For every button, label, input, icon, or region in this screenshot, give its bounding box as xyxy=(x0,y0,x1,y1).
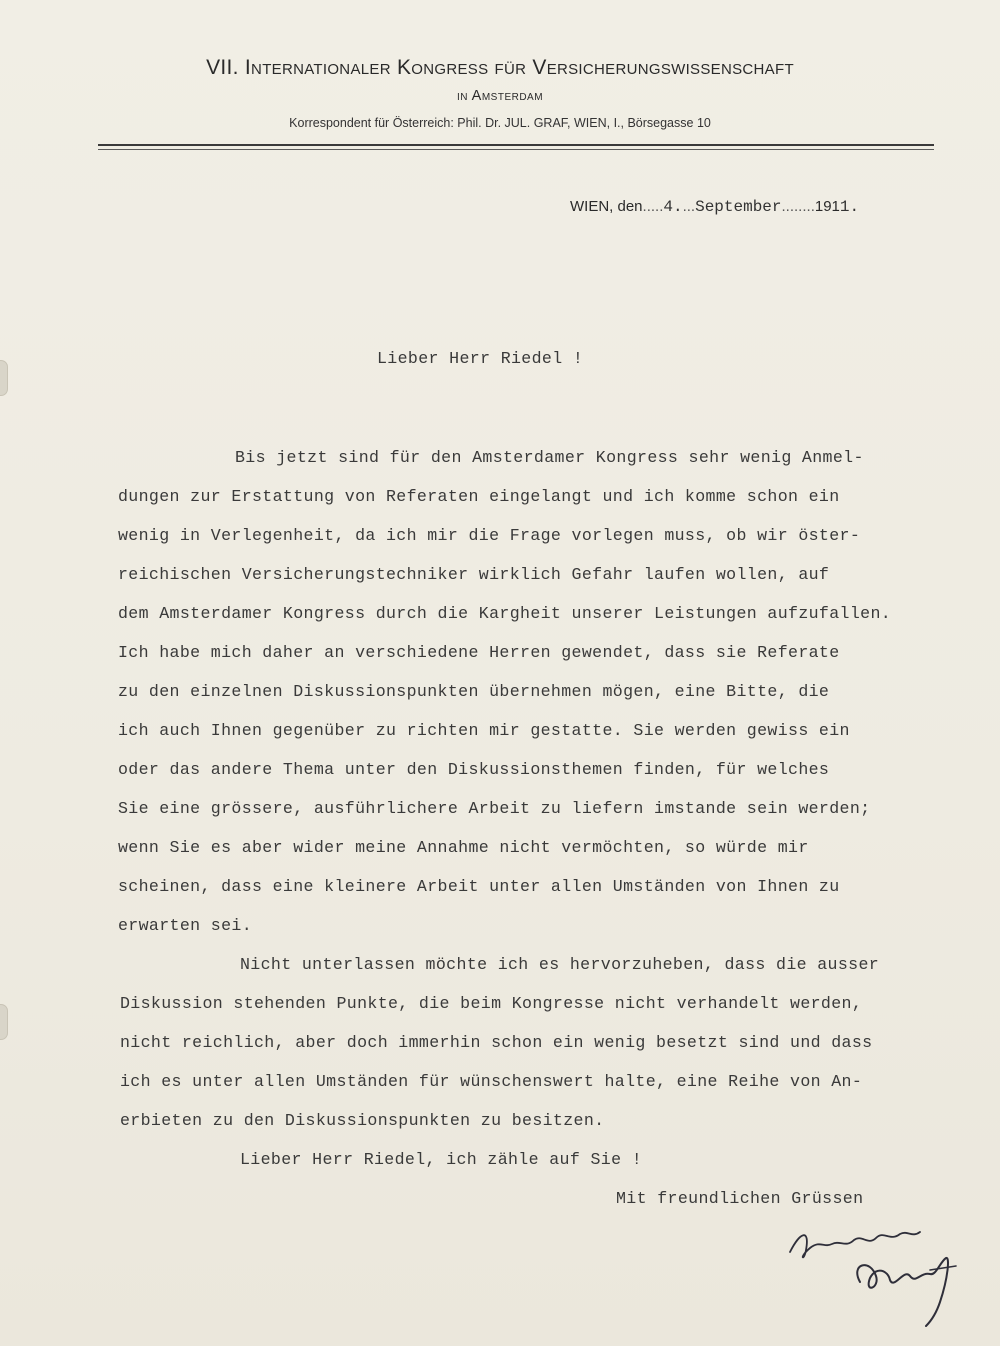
body-line: ich auch Ihnen gegenüber zu richten mir gestatte. Sie werden gewiss ein xyxy=(118,721,850,740)
body-line: dungen zur Erstattung von Referaten eingelangt und ich komme schon ein xyxy=(118,487,840,506)
date-year-prefix: 191 xyxy=(814,198,840,215)
punch-hole xyxy=(0,360,8,396)
date-day: 4. xyxy=(663,198,683,216)
punch-hole xyxy=(0,1004,8,1040)
body-line: dem Amsterdamer Kongress durch die Kargheit unserer Leistungen aufzufallen. xyxy=(118,604,892,623)
handwritten-signature xyxy=(780,1218,980,1328)
body-line: Ich habe mich daher an verschiedene Herren gewendet, dass sie Referate xyxy=(118,643,840,662)
letterhead-title: VII. Internationaler Kongress für Versicherungswissenschaft xyxy=(206,56,794,79)
closing: Mit freundlichen Grüssen xyxy=(616,1189,864,1208)
body-line: erwarten sei. xyxy=(118,916,253,935)
body-line: zu den einzelnen Diskussionspunkten übernehmen mögen, eine Bitte, die xyxy=(118,682,830,701)
salutation: Lieber Herr Riedel ! xyxy=(377,349,584,368)
letterhead-rule xyxy=(98,144,934,146)
body-line: Lieber Herr Riedel, ich zähle auf Sie ! xyxy=(240,1150,643,1169)
dateline: WIEN, den.....4....September........1911. xyxy=(570,198,860,216)
letterhead-rule-thin xyxy=(98,149,934,150)
body-line: Bis jetzt sind für den Amsterdamer Kongress sehr wenig Anmel- xyxy=(235,448,864,467)
body-line: wenn Sie es aber wider meine Annahme nicht vermöchten, so würde mir xyxy=(118,838,809,857)
date-place: WIEN, den xyxy=(570,198,643,215)
body-line: oder das andere Thema unter den Diskussionsthemen finden, für welches xyxy=(118,760,830,779)
date-month: September xyxy=(695,198,782,216)
body-line: scheinen, dass eine kleinere Arbeit unter allen Umständen von Ihnen zu xyxy=(118,877,840,896)
body-line: ich es unter allen Umständen für wünschenswert halte, eine Reihe von An- xyxy=(120,1072,863,1091)
letterhead-correspondent: Korrespondent für Österreich: Phil. Dr. JUL. GRAF, WIEN, I., Börsegasse 10 xyxy=(289,116,711,130)
letterhead-subtitle: in Amsterdam xyxy=(456,88,544,104)
body-line: nicht reichlich, aber doch immerhin schon ein wenig besetzt sind und dass xyxy=(120,1033,873,1052)
body-line: reichischen Versicherungstechniker wirklich Gefahr laufen wollen, auf xyxy=(118,565,830,584)
body-line: Sie eine grössere, ausführlichere Arbeit zu liefern imstande sein werden; xyxy=(118,799,871,818)
body-line: erbieten zu den Diskussionspunkten zu besitzen. xyxy=(120,1111,605,1130)
body-line: Nicht unterlassen möchte ich es hervorzuheben, dass die ausser xyxy=(240,955,880,974)
body-line: Diskussion stehenden Punkte, die beim Kongresse nicht verhandelt werden, xyxy=(120,994,863,1013)
date-year-suffix: 1. xyxy=(839,198,860,216)
body-line: wenig in Verlegenheit, da ich mir die Frage vorlegen muss, ob wir öster- xyxy=(118,526,861,545)
